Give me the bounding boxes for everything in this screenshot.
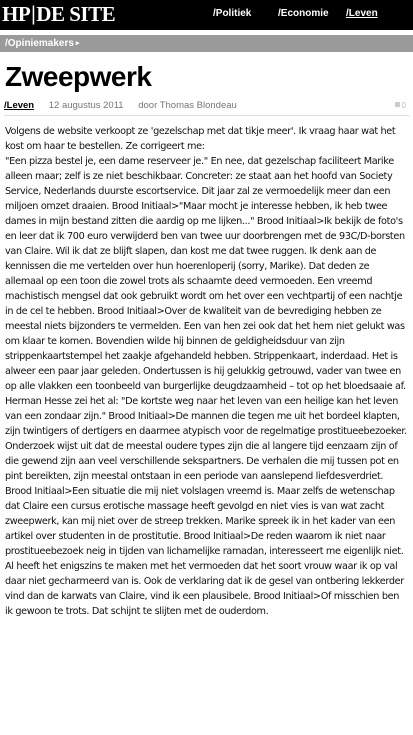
comment-count[interactable] [395, 98, 406, 114]
article-meta [4, 98, 408, 114]
site-logo[interactable] [0, 0, 115, 30]
nav-leven[interactable]: /Leven [346, 8, 378, 19]
logo-separator: | [31, 1, 36, 25]
article-paragraph-intro: Volgens de website verkoopt ze 'gezelschap met dat tikje meer'. Ik vraag haar wat het kost om haar te bestellen. Ze corrigeert me: [5, 126, 396, 152]
comment-bubble-icon [395, 102, 400, 107]
author-byline: door Thomas Blondeau [138, 100, 237, 111]
nav-politiek[interactable]: /Politiek [213, 8, 252, 19]
logo-de-site: DE SITE [36, 2, 116, 26]
breadcrumb-opiniemakers[interactable] [5, 35, 79, 53]
breadcrumb-label: /Opiniemakers [5, 38, 74, 49]
meta-divider [4, 115, 409, 116]
article-title: Zweepwerk [5, 61, 152, 92]
article-body [5, 124, 409, 619]
logo-hp: HP [2, 2, 31, 26]
top-navigation-bar [0, 0, 413, 30]
publish-date: 12 augustus 2011 [48, 100, 124, 111]
category-link[interactable]: /Leven [4, 100, 35, 111]
section-bar [0, 35, 413, 52]
article-paragraph-main: "Een pizza bestel je, een dame reserveer je." En nee, dat gezelschap faciliteert Marike alleen maar; zelf is ze niet beschikbaar. Concreter: ze staat aan het hoofd van Society Service, Nederlands duurste escortservice. Dit jaar zal ze vermoedelijk meer dan een miljoen omzet draaien. Brood Initiaal>"Maar mocht je interesse hebben, ik heb twee dames in mijn bestand zitten die aardig op me lijken..." Brood Initiaal>Ik bekijk de foto's en leer dat ik 700 euro verwijderd ben van twee uur doorbrengen met de 93C/D-borsten van Claire. Wil ik dat ze blijft slapen, dan kost me dat twee ruggen. Ik denk aan de kennissen die me vertelden over hun hoerenloperij (sorry, Marike). Dat deden ze allemaal op een toon die zowel trots als schaamte deed vermoeden. Een vreemd machistisch mengsel dat ook gebruikt wordt om het over een vechtpartij of een nachtje in de cel te hebben. Brood Initiaal>Over de kwaliteit van de bevrediging hebben ze meestal niets bijzonders te vermelden. Een van hen zei ook dat het hem niet gelukt was om klaar te komen. Bovendien wilde hij binnen de geldigheidsduur van zijn strippenkaartstempel het zaakje afgehandeld hebben. Strippenkaart, inderdaad. Het is alweer een paar jaar geleden. Ondertussen is hij gelukkig getrouwd, vader van twee en op alle vlakken een toonbeeld van burgerlijke deugdzaamheid – tot op het bloedsaaie af. Herman Hesse zei het al: "De kortste weg naar het leven van een heilige kan het leven van een zondaar zijn." Brood Initiaal>De mannen die tegen me uit het bordeel klapten, zijn twintigers of dertigers en daarmee atypisch voor de regelmatige prostitueebezoeker. Onderzoek wijst uit dat de meestal oudere types zijn die al langere tijd eenzaam zijn of die gewend zijn aan veel verschillende sekspartners. De verhalen die mij tussen pot en pint bereikten, zijn meestal ontstaan in een periode van aanslepend liefdesverdriet. Brood Initiaal>Een situatie die mij niet volslagen vreemd is. Maar zelfs de wetenschap dat Claire een cursus erotische massage heeft gevolgd en niet vies is van wat zacht zweepwerk, kan mij niet over de streep trekken. Marike spreek ik in het kader van een artikel over studenten in de prostitutie. Brood Initiaal>De reden waarom ik niet naar prostitueebezoek neig in tijden van lichamelijke ramadan, interesseert me eigenlijk niet. Al heeft het enigszins te maken met het vermoeden dat het soort vrouw waar ik op val daar niet gecharmeerd van is. Ook de verklaring dat ik de gesel van ontbering lekkerder vind dan de karwats van Claire, vind ik een plausibele. Brood Initiaal>Of misschien ben ik gewoon te trots. Dat schijnt te slijten met de ouderdom. [5, 156, 407, 617]
nav-economie[interactable]: /Economie [278, 8, 329, 19]
comment-count-value: 0 [401, 101, 406, 110]
chevron-right-icon: ▸ [75, 40, 80, 47]
